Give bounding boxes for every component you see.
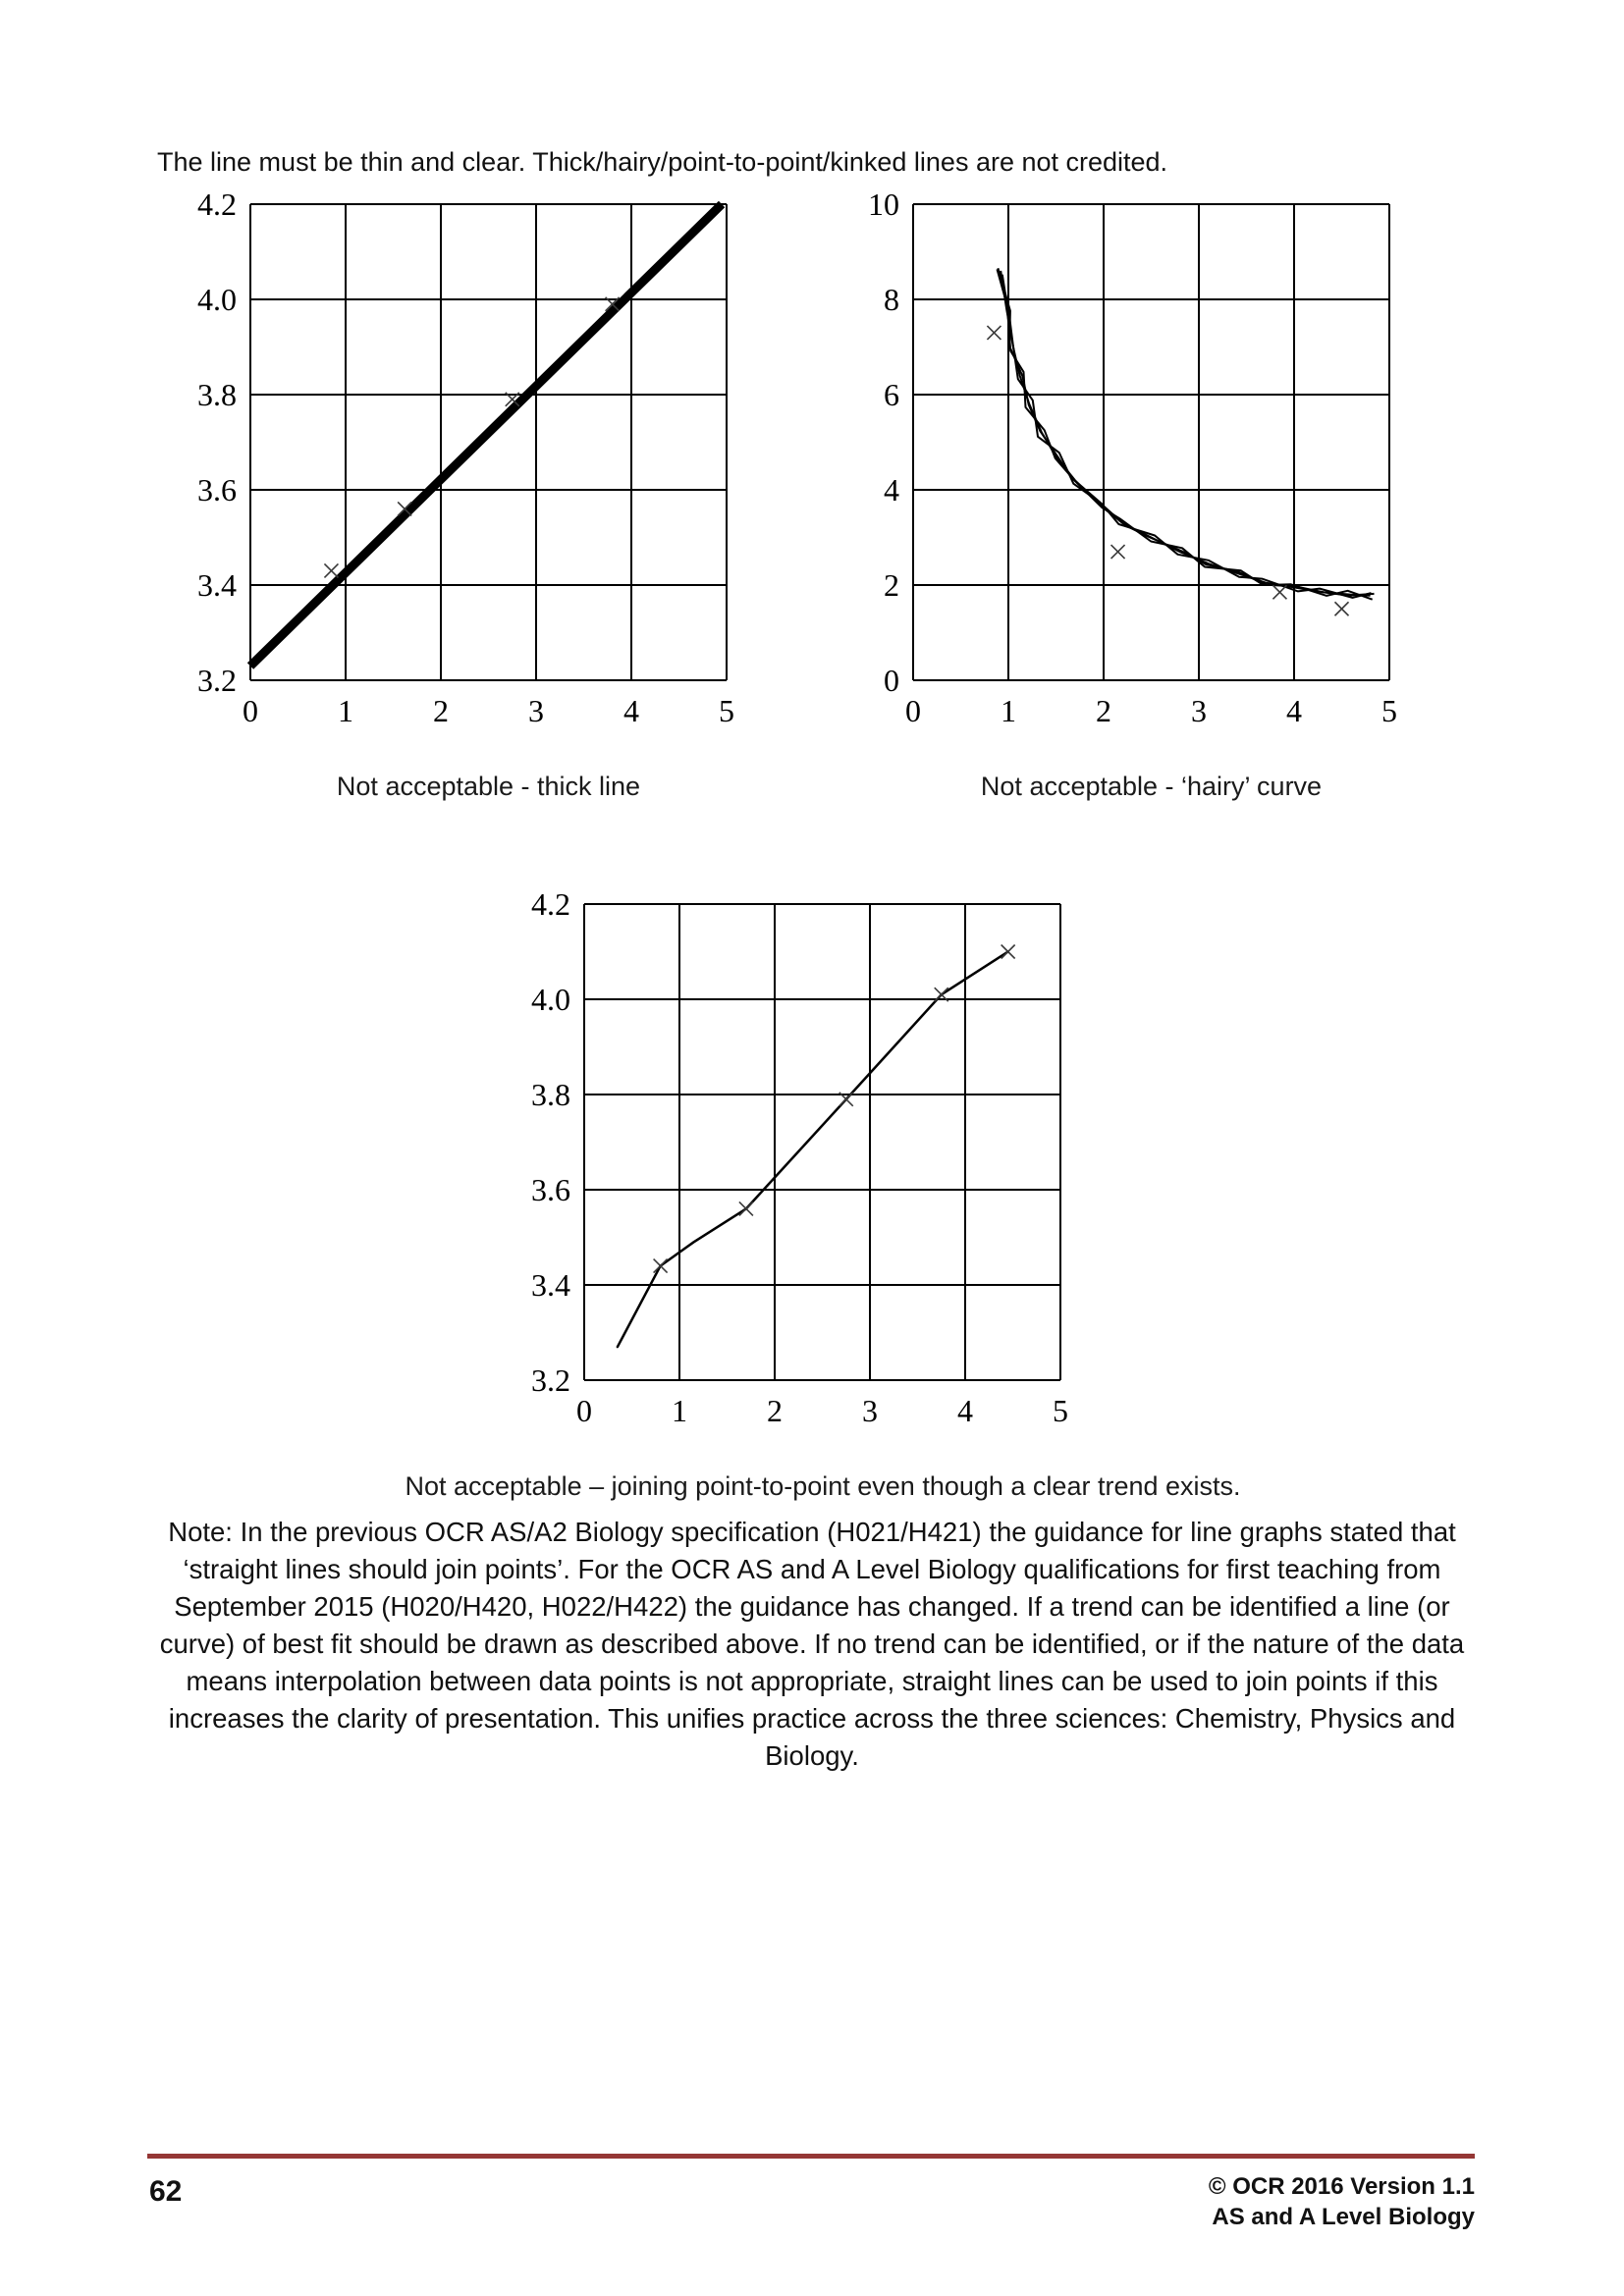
svg-text:3: 3 — [528, 693, 544, 728]
svg-text:3.2: 3.2 — [531, 1362, 570, 1398]
figure-point-to-point — [405, 888, 1274, 1502]
svg-text:6: 6 — [884, 377, 899, 412]
svg-text:3: 3 — [862, 1393, 878, 1428]
subtitle-line: AS and A Level Biology — [1212, 2204, 1475, 2230]
svg-text:1: 1 — [338, 693, 353, 728]
chart-caption: Not acceptable - thick line — [336, 772, 641, 801]
svg-text:4: 4 — [884, 472, 899, 507]
svg-text:4.0: 4.0 — [531, 982, 570, 1017]
svg-text:0: 0 — [884, 663, 899, 698]
svg-text:5: 5 — [719, 693, 734, 728]
svg-text:1: 1 — [1001, 693, 1016, 728]
svg-text:4.2: 4.2 — [531, 888, 570, 922]
chart-caption: Not acceptable – joining point-to-point even though a clear trend exists. — [405, 1471, 1241, 1501]
svg-text:3.2: 3.2 — [197, 663, 237, 698]
hairy-curve-chart — [810, 188, 1399, 758]
svg-text:2: 2 — [433, 693, 449, 728]
footer-credit — [1209, 2171, 1475, 2232]
svg-text:4.2: 4.2 — [197, 188, 237, 222]
svg-text:3.4: 3.4 — [531, 1267, 570, 1303]
svg-text:4: 4 — [623, 693, 639, 728]
copyright-line: © OCR 2016 Version 1.1 — [1208, 2173, 1475, 2200]
svg-text:1: 1 — [672, 1393, 687, 1428]
svg-text:5: 5 — [1053, 1393, 1068, 1428]
svg-text:2: 2 — [884, 567, 899, 603]
svg-text:3.8: 3.8 — [197, 377, 237, 412]
svg-text:2: 2 — [767, 1393, 783, 1428]
svg-text:4: 4 — [957, 1393, 973, 1428]
footer-divider — [147, 2154, 1475, 2159]
svg-text:5: 5 — [1381, 693, 1397, 728]
svg-text:0: 0 — [576, 1393, 592, 1428]
svg-text:10: 10 — [868, 188, 899, 222]
svg-text:2: 2 — [1096, 693, 1111, 728]
svg-text:4.0: 4.0 — [197, 282, 237, 317]
svg-text:3.6: 3.6 — [531, 1172, 570, 1207]
chart-caption: Not acceptable - ‘hairy’ curve — [980, 772, 1323, 801]
figure-hairy-curve — [810, 188, 1399, 802]
page-number: 62 — [149, 2175, 183, 2208]
svg-text:0: 0 — [905, 693, 921, 728]
figure-thick-line — [147, 188, 736, 802]
svg-text:3: 3 — [1191, 693, 1207, 728]
svg-text:3.4: 3.4 — [197, 567, 237, 603]
svg-text:8: 8 — [884, 282, 899, 317]
thick-line-chart — [147, 188, 736, 758]
svg-text:0: 0 — [243, 693, 258, 728]
intro-text: The line must be thin and clear. Thick/hairy/point-to-point/kinked lines are not credited. — [157, 147, 1168, 177]
svg-text:3.8: 3.8 — [531, 1077, 570, 1112]
svg-text:4: 4 — [1286, 693, 1302, 728]
svg-text:3.6: 3.6 — [197, 472, 237, 507]
note-paragraph: Note: In the previous OCR AS/A2 Biology specification (H021/H421) the guidance for line graphs stated that ‘straight lines should join points’. For the OCR AS and A Level Biology qualifications for first teaching from September 2015 (H020/H420, H022/H422) the guidance has changed. If a trend can be identified a line (or curve) of best fit should be drawn as described above. If no trend can be identified, or if the nature of the data means interpolation between data points is not appropriate, straight lines can be used to join points if this increases the clarity of presentation. This unifies practice across the three sciences: Chemistry, Physics and Biology. — [159, 1517, 1465, 1771]
point-to-point-chart — [481, 888, 1070, 1458]
